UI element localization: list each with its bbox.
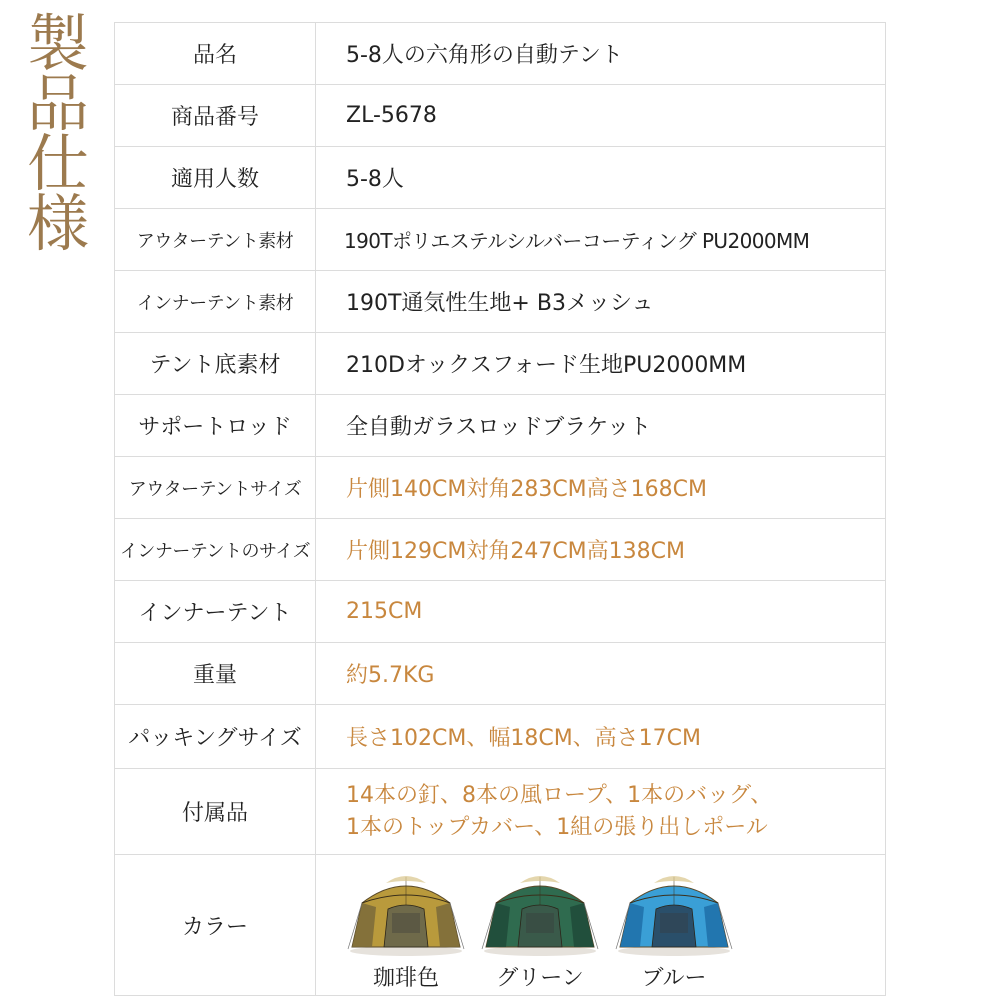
- spec-value: ZL-5678: [316, 85, 886, 147]
- color-option: [614, 863, 734, 992]
- spec-label: 商品番号: [115, 85, 316, 147]
- tent-window: [392, 913, 420, 933]
- spec-label: 品名: [115, 23, 316, 85]
- side-title-char-1: 製: [26, 7, 89, 80]
- spec-label: アウターテントサイズ: [115, 457, 316, 519]
- spec-value: 約5.7KG: [316, 643, 886, 705]
- spec-label: インナーテント: [115, 581, 316, 643]
- color-option: [480, 863, 600, 992]
- spec-row-floor-material: [115, 333, 886, 395]
- tent-image: [346, 863, 466, 959]
- spec-row-outer-size: [115, 457, 886, 519]
- color-label: 珈琲色: [372, 965, 439, 991]
- spec-value: 片側129CM対角247CM高138CM: [316, 519, 886, 581]
- spec-table: [114, 22, 886, 996]
- spec-row-outer-material: [115, 209, 886, 271]
- tent-image: [614, 863, 734, 959]
- spec-value: 190T通気性生地+ B3メッシュ: [316, 271, 886, 333]
- spec-row-product-number: [115, 85, 886, 147]
- tent-image: [480, 863, 600, 959]
- spec-row-colors: [115, 855, 886, 996]
- spec-value: 5-8人: [316, 147, 886, 209]
- color-options: [316, 855, 886, 996]
- accessories-line-1: 14本の釘、8本の風ロープ、1本のバッグ、: [346, 782, 773, 808]
- spec-row-product-name: [115, 23, 886, 85]
- spec-label: 適用人数: [115, 147, 316, 209]
- tent-window: [526, 913, 554, 933]
- spec-value: 片側140CM対角283CM高さ168CM: [316, 457, 886, 519]
- spec-row-support-rod: [115, 395, 886, 457]
- side-title-char-4: 様: [26, 187, 89, 260]
- spec-label: インナーテント素材: [115, 271, 316, 333]
- spec-value: 5-8人の六角形の自動テント: [316, 23, 886, 85]
- spec-row-accessories: [115, 769, 886, 855]
- color-list: [346, 859, 885, 992]
- spec-value: [316, 769, 886, 855]
- spec-label: サポートロッド: [115, 395, 316, 457]
- spec-value: 210Dオックスフォード生地PU2000MM: [316, 333, 886, 395]
- spec-label: 付属品: [115, 769, 316, 855]
- accessories-line-2: 1本のトップカバー、1組の張り出しポール: [346, 814, 768, 840]
- spec-label: 重量: [115, 643, 316, 705]
- side-title: [22, 7, 94, 260]
- spec-row-inner-size: [115, 519, 886, 581]
- spec-value: 長さ102CM、幅18CM、高さ17CM: [316, 705, 886, 769]
- color-label: グリーン: [496, 965, 584, 991]
- tent-window: [660, 913, 688, 933]
- spec-label: アウターテント素材: [115, 209, 316, 271]
- spec-label: テント底素材: [115, 333, 316, 395]
- side-title-char-2: 品: [26, 67, 89, 140]
- side-title-char-3: 仕: [26, 127, 89, 200]
- spec-label: インナーテントのサイズ: [115, 519, 316, 581]
- spec-row-weight: [115, 643, 886, 705]
- spec-row-inner-material: [115, 271, 886, 333]
- color-option: [346, 863, 466, 992]
- spec-label: カラー: [115, 855, 316, 996]
- spec-value: 全自動ガラスロッドブラケット: [316, 395, 886, 457]
- color-label: ブルー: [641, 965, 707, 991]
- spec-row-inner-tent: [115, 581, 886, 643]
- spec-value: 215CM: [316, 581, 886, 643]
- spec-value: 190Tポリエステルシルバーコーティング PU2000MM: [316, 209, 886, 271]
- spec-row-packing-size: [115, 705, 886, 769]
- spec-label: パッキングサイズ: [115, 705, 316, 769]
- spec-row-capacity: [115, 147, 886, 209]
